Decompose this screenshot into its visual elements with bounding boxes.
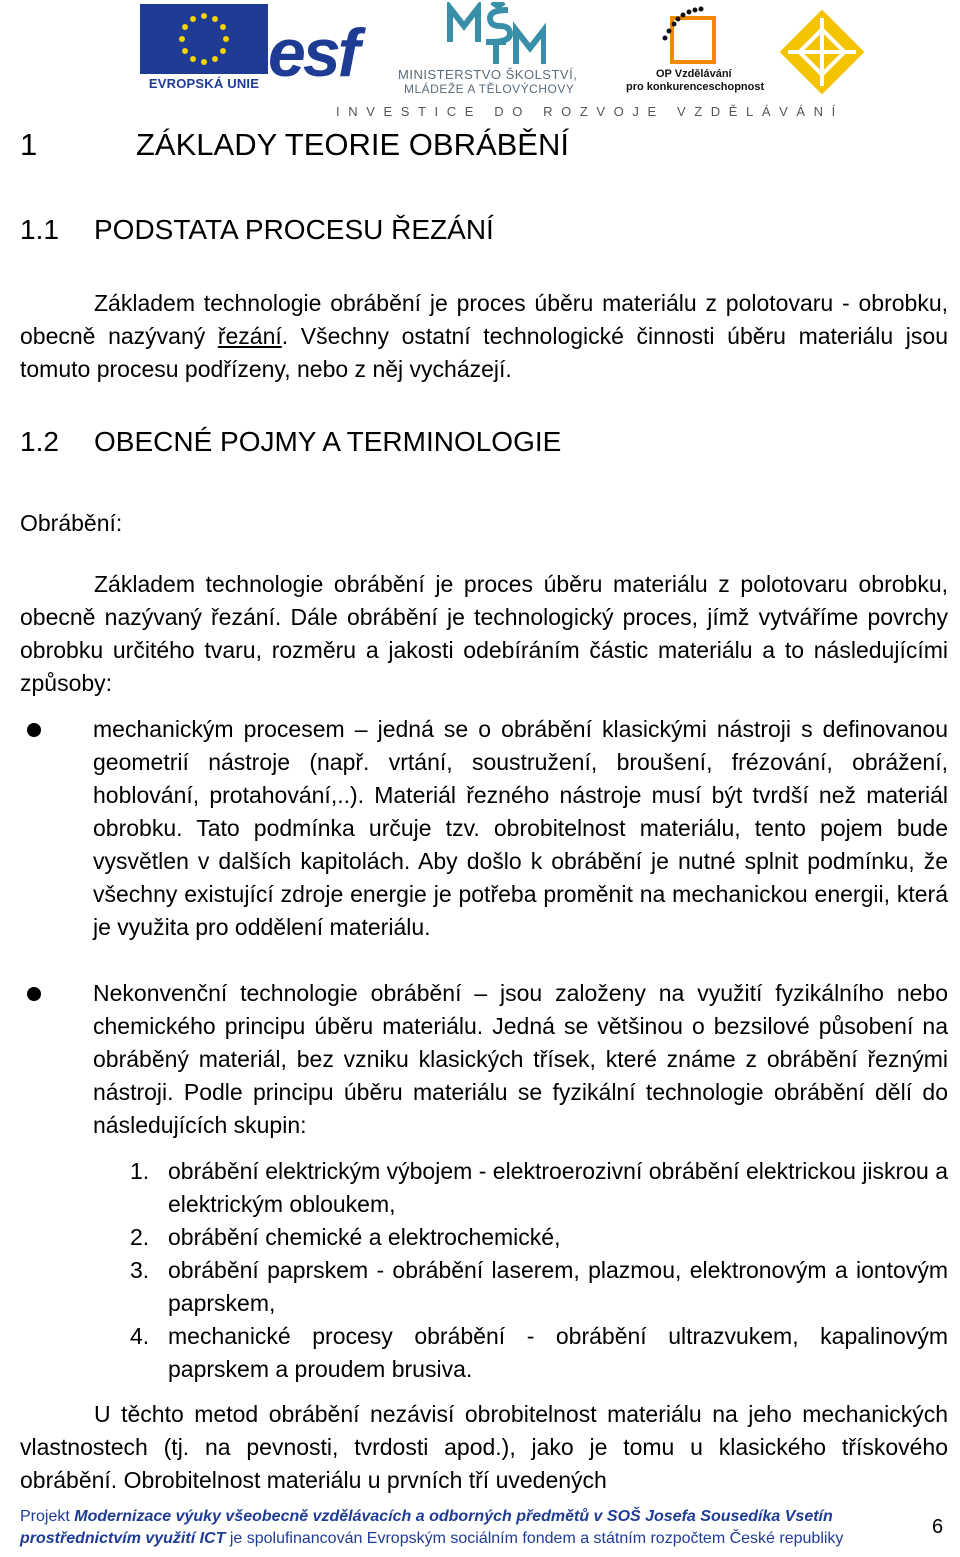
footer-suffix: je spolufinancován Evropským sociálním fondem a státním rozpočtem České republiky [225,1530,844,1547]
subheading-obrabeni: Obrábění: [20,510,123,536]
list-number: 1. [130,1158,150,1184]
section-title: PODSTATA PROCESU ŘEZÁNÍ [94,214,494,245]
section-title: OBECNÉ POJMY A TERMINOLOGIE [94,426,562,457]
chapter-heading [20,125,569,165]
section-number: 1.2 [20,426,59,457]
paragraph-3: U těchto metod obrábění nezávisí obrobitelnost materiálu na jeho mechanických vlastnostech (tj. na pevnosti, tvrdosti apod.), jako je tomu u klasického třískového obrábění. Obrobitelnost materiálu u prvních tří uvedených [20,1401,948,1493]
investment-slogan: INVESTICE DO ROZVOJE VZDĚLÁVÁNÍ [336,104,844,119]
msmt-logo-mark [446,2,546,66]
bullet-item-1: mechanickým procesem – jedná se o obrábění klasickými nástroji s definovanou geometrií nástroje (např. vrtání, soustružení, broušení, frézování, obrážení, hoblování, protahování,..). Materiál řezného nástroje musí být tvrdší než materiál obrobku. Tato podmínka určuje tzv. obrobitelnost materiálu, tento pojem bude vysvětlen v dalších kapitolách. Aby došlo k obrábění je nutné splnit podmínku, že všechny existující zdroje energie je potřeba proměnit na mechanickou energii, která je využita pro oddělení materiálu. [93,716,948,940]
op-caption-line1: OP Vzdělávání [656,68,732,80]
list-number: 2. [130,1224,150,1250]
bullet-dot-icon [27,987,41,1001]
list-item: obrábění paprskem - obrábění laserem, plazmou, elektronovým a iontovým paprskem, [168,1257,948,1316]
page-number: 6 [932,1516,944,1538]
footer-prefix: Projekt [20,1508,75,1525]
msmt-caption-line2: MLÁDEŽE A TĚLOVÝCHOVY [404,82,575,96]
eu-flag-logo [140,4,268,74]
footer-funding-note [20,1506,952,1550]
section-heading-1-2 [20,422,561,462]
eu-caption: EVROPSKÁ UNIE [148,76,260,91]
paragraph-1 [20,287,948,386]
op-logo-mark [652,4,724,68]
list-item: mechanické procesy obrábění - obrábění ultrazvukem, kapalinovým paprskem a proudem brusiva. [168,1323,948,1382]
msmt-caption-line1: MINISTERSTVO ŠKOLSTVÍ, [398,67,578,82]
list-number: 4. [130,1323,150,1349]
chapter-number: 1 [20,127,38,162]
section-number: 1.1 [20,214,59,245]
chapter-title: ZÁKLADY TEORIE OBRÁBĚNÍ [136,127,569,162]
paragraph-1-end: . Všechny ostatní technologické činnosti úběru materiálu jsou tomuto procesu podřízeny, nebo z něj vycházejí. [20,323,948,382]
paragraph-2: Základem technologie obrábění je proces úběru materiálu z polotovaru obrobku, obecně nazývaný řezání. Dále obrábění je technologický proces, jímž vytváříme povrchy obrobku určitého tvaru, rozměru a jakosti odebíráním částic materiálu a to následujícími způsoby: [20,571,948,696]
bullet-dot-icon [27,723,41,737]
esf-logo: esf [268,15,358,91]
section-heading-1-1 [20,210,494,250]
list-number: 3. [130,1257,150,1283]
paragraph-1-underlined: řezání [217,323,282,349]
footer-project-name: Modernizace výuky všeobecně vzdělávacích a odborných předmětů v SOŠ Josefa Sousedíka Vsetín prostřednictvím využití ICT [20,1508,833,1547]
bullet-item-2: Nekonvenční technologie obrábění – jsou založeny na využití fyzikálního nebo chemického principu úběru materiálu. Jedná se většinou o bezsilové působení na obráběný materiál, bez vzniku klasických třísek, které známe z obrábění řeznými nástroji. Podle principu úběru materiálu se fyzikální technologie obrábění dělí do následujících skupin: [93,980,948,1138]
knot-logo [780,10,864,94]
paragraph-1-start: Základem technologie obrábění je proces úběru materiálu z polotovaru - obrobku, obecně nazývaný [20,290,948,349]
header-logos [0,0,960,122]
op-caption-line2: pro konkurenceschopnost [626,81,765,93]
list-item: obrábění elektrickým výbojem - elektroerozivní obrábění elektrickou jiskrou a elektrickým obloukem, [168,1158,948,1217]
list-item: obrábění chemické a elektrochemické, [168,1224,561,1250]
